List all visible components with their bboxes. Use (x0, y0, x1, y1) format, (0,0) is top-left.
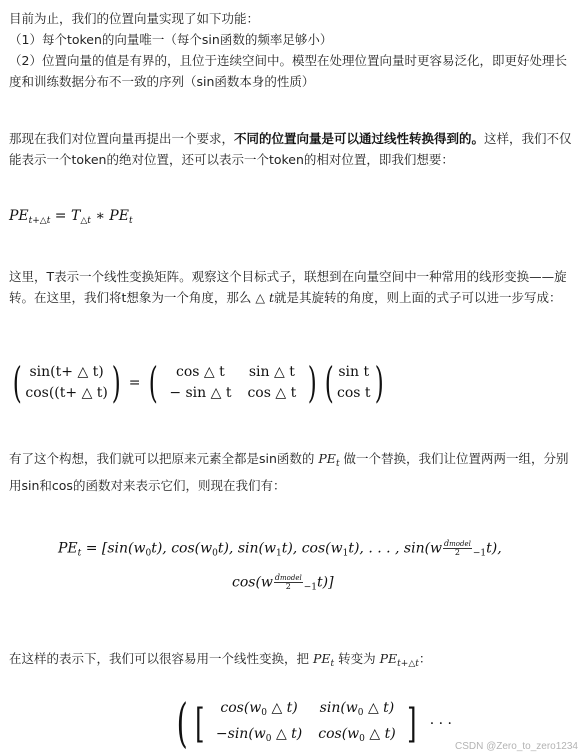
eq3-pe: PE (58, 540, 78, 557)
eq1-rhs: PE (109, 208, 129, 224)
para5-m2-sub: t+△t (397, 659, 419, 669)
eq3-fraction (274, 574, 303, 591)
right-paren: ) (307, 358, 317, 407)
para2-before: 那现在我们对位置向量再提出一个要求， (9, 131, 235, 146)
eq3-minus-one: −1 (472, 548, 487, 559)
eq2-lhs-bot: cos((t+ △ t) (25, 385, 108, 401)
eq3-seg: t), sin(w (217, 540, 276, 557)
eq3-fraction (443, 540, 472, 557)
right-paren: ) (111, 358, 121, 407)
matrix-cell: sin △ t (248, 364, 295, 380)
left-paren: ( (148, 358, 158, 407)
frac-den: 2 (285, 582, 291, 591)
matrix-cell: $\cos(w_0$ △ t) (220, 700, 298, 718)
left-bracket: [ (195, 701, 205, 747)
matrix-cell: cos △ t (247, 385, 297, 401)
frac-den: 2 (454, 548, 461, 557)
eq1-lhs-sub: t+△t (28, 216, 51, 226)
frac-num: d (444, 539, 450, 548)
paragraph-linear-map (9, 648, 574, 675)
para3-text1: 这里，T表示一个线性变换矩阵。观察这个目标式子，联想到在向量空间中一种常用的线形变换——旋转。在这里，我们将t想象为一个角度，那么 (9, 269, 567, 305)
eq1-equals: = (54, 208, 67, 224)
intro-item-2: （2）位置向量的值是有界的，且位于连续空间中。模型在处理位置向量时更容易泛化，即更好处理长度和训练数据分布不一致的序列（sin函数本身的性质） (9, 53, 567, 89)
frac-num-sub: model (280, 574, 302, 582)
para5-m2: PE (379, 651, 398, 666)
csdn-watermark: CSDN @Zero_to_zero1234 (455, 741, 578, 752)
para4-text1: 有了这个构想，我们就可以把原来元素全都是sin函数的 (9, 451, 319, 466)
paragraph-rotation (9, 266, 574, 308)
para5-m1-sub: t (330, 659, 335, 669)
eq3-w-sub: 1 (342, 548, 349, 559)
para5-text3: ： (418, 651, 432, 666)
para5-m1: PE (312, 651, 331, 666)
para2-bold: 不同的位置向量是可以通过线性转换得到的。 (234, 131, 485, 146)
eq2-lhs-vector (25, 362, 108, 404)
equation-pe-line1 (58, 540, 502, 559)
eq3-w-sub: 0 (212, 548, 218, 559)
eq3-seg: t)] (317, 574, 334, 591)
right-bracket: ] (406, 701, 417, 747)
eq3-seg: t), . . . , sin(w (348, 540, 443, 557)
left-paren: ( (176, 694, 188, 754)
eq4-matrix (208, 698, 404, 750)
eq1-transform: T (70, 208, 81, 224)
eq3-seg: t), cos(w (151, 540, 213, 557)
para4-text2: 做一个替换，我们让位置两两一组，分别用sin和cos的函数对来表示它们，则现在我们有： (9, 451, 569, 493)
para4-math: PE (318, 451, 336, 466)
eq1-rhs-sub: t (128, 216, 133, 226)
matrix-cell: − sin △ t (169, 385, 232, 401)
matrix-cell: cos △ t (176, 364, 225, 380)
eq3-w-sub: 1 (275, 548, 282, 559)
eq2-equals: = (128, 375, 141, 391)
eq2-rhs-top: sin t (338, 364, 370, 380)
frac-num: d (274, 573, 281, 582)
left-paren: ( (12, 358, 22, 407)
eq3-seg: = [sin(w (81, 540, 146, 557)
equation-target (9, 208, 133, 226)
intro-lead: 目前为止，我们的位置向量实现了如下功能： (9, 11, 260, 26)
para3-text2: 就是其旋转的角度，则上面的式子可以进一步写成： (274, 290, 562, 305)
matrix-cell: $\sin(w_0$ △ t) (319, 700, 395, 718)
para3-math: △ t (255, 290, 275, 305)
eq3-pe-sub: t (77, 548, 82, 559)
equation-pe-line2 (232, 574, 334, 593)
eq3-w-sub: 0 (145, 548, 152, 559)
left-paren: ( (324, 358, 334, 407)
eq2-matrix (161, 362, 304, 404)
eq1-transform-sub: △t (80, 216, 91, 226)
para5-text1: 在这样的表示下，我们可以很容易用一个线性变换，把 (9, 651, 313, 666)
para4-math-sub: t (335, 459, 340, 469)
para2-after: 这样，我们不仅能表示一个token的绝对位置，还可以表示一个token的相对位置，即我们想要： (9, 131, 572, 167)
eq3-seg: cos(w (232, 574, 273, 591)
eq2-lhs-top: sin(t+ △ t) (29, 364, 104, 380)
frac-num-sub: model (449, 540, 471, 548)
para5-text2: 转变为 (334, 651, 380, 666)
eq1-lhs: PE (9, 208, 29, 224)
paragraph-sin-cos-pairs (9, 448, 574, 496)
eq4-dots: · · · (429, 716, 452, 732)
eq2-rhs-vector (337, 362, 371, 404)
eq2-rhs-bot: cos t (337, 385, 371, 401)
matrix-cell: $\cos(w_0$ △ t) (318, 726, 396, 744)
eq1-op: ∗ (95, 208, 105, 224)
equation-block-matrix (172, 694, 452, 754)
intro-item-1: （1）每个token的向量唯一（每个sin函数的频率足够小） (9, 32, 333, 47)
eq3-seg: t), cos(w (281, 540, 343, 557)
paragraph-linear-transform (9, 128, 574, 170)
eq3-seg: t), (486, 540, 502, 557)
right-paren: ) (374, 358, 384, 407)
eq3-minus-one: −1 (303, 582, 318, 593)
matrix-cell: $-\sin(w_0$ △ t) (215, 726, 303, 744)
equation-rotation (9, 358, 387, 407)
